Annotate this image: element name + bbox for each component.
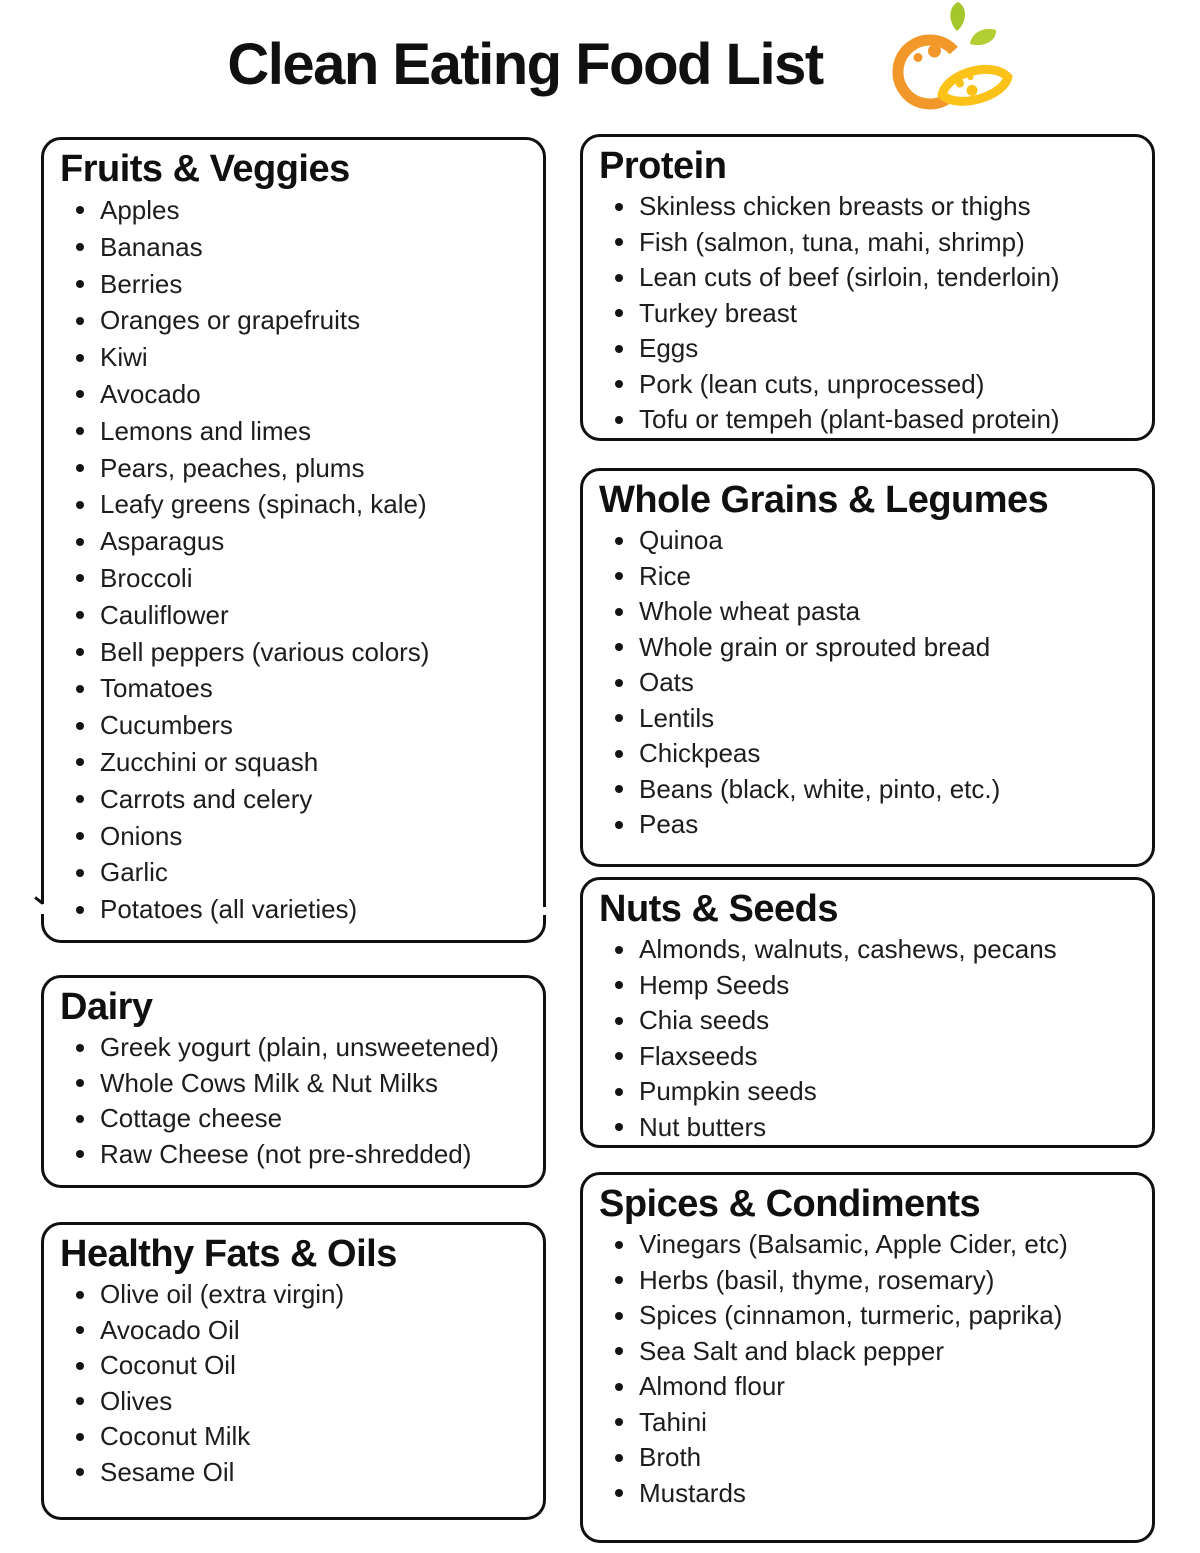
list-item: Cauliflower — [74, 597, 539, 634]
lemon — [938, 63, 1011, 108]
list-item: Turkey breast — [613, 296, 1148, 332]
list-item: Tahini — [613, 1405, 1148, 1441]
section-spices-condiments — [580, 1172, 1155, 1543]
orange-lemon-icon — [885, 0, 1020, 115]
list-item: Pumpkin seeds — [613, 1074, 1148, 1110]
list-item: Bell peppers (various colors) — [74, 634, 539, 671]
list-item: Avocado Oil — [74, 1313, 539, 1349]
section-list — [599, 523, 1148, 843]
list-item: Pork (lean cuts, unprocessed) — [613, 367, 1148, 403]
list-item: Onions — [74, 818, 539, 855]
section-title: Spices & Condiments — [599, 1183, 981, 1225]
list-item: Quinoa — [613, 523, 1148, 559]
list-item: Almonds, walnuts, cashews, pecans — [613, 932, 1148, 968]
list-item: Beans (black, white, pinto, etc.) — [613, 772, 1148, 808]
list-item: Oranges or grapefruits — [74, 302, 539, 339]
section-list — [60, 1277, 539, 1490]
list-item: Skinless chicken breasts or thighs — [613, 189, 1148, 225]
leaf-upper — [950, 2, 965, 31]
list-item: Berries — [74, 266, 539, 303]
list-item: Apples — [74, 192, 539, 229]
section-whole-grains-legumes — [580, 468, 1155, 867]
list-item: Whole wheat pasta — [613, 594, 1148, 630]
list-item: Fish (salmon, tuna, mahi, shrimp) — [613, 225, 1148, 261]
list-item: Lemons and limes — [74, 413, 539, 450]
list-item: Bananas — [74, 229, 539, 266]
section-dairy — [41, 975, 546, 1188]
list-item: Coconut Milk — [74, 1419, 539, 1455]
list-item: Lean cuts of beef (sirloin, tenderloin) — [613, 260, 1148, 296]
list-item: Vinegars (Balsamic, Apple Cider, etc) — [613, 1227, 1148, 1263]
list-item: Cucumbers — [74, 707, 539, 744]
list-item: Spices (cinnamon, turmeric, paprika) — [613, 1298, 1148, 1334]
list-item: Mustards — [613, 1476, 1148, 1512]
section-list — [60, 192, 539, 928]
list-item: Rice — [613, 559, 1148, 595]
section-title: Healthy Fats & Oils — [60, 1233, 397, 1275]
section-list — [599, 1227, 1148, 1511]
section-nuts-seeds — [580, 877, 1155, 1148]
list-item: Herbs (basil, thyme, rosemary) — [613, 1263, 1148, 1299]
section-fruits-veggies — [41, 137, 546, 943]
list-item: Coconut Oil — [74, 1348, 539, 1384]
list-item: Flaxseeds — [613, 1039, 1148, 1075]
citrus-logo — [885, 0, 1020, 115]
section-list — [599, 189, 1148, 438]
orange-dot-small — [914, 53, 923, 62]
list-item: Broth — [613, 1440, 1148, 1476]
orange-dot-large — [928, 45, 941, 58]
list-item: Sea Salt and black pepper — [613, 1334, 1148, 1370]
list-item: Olive oil (extra virgin) — [74, 1277, 539, 1313]
list-item: Chickpeas — [613, 736, 1148, 772]
section-healthy-fats-oils — [41, 1222, 546, 1520]
list-item: Raw Cheese (not pre-shredded) — [74, 1137, 539, 1173]
section-title: Dairy — [60, 986, 153, 1028]
list-item: Potatoes (all varieties) — [74, 891, 539, 928]
lemon-outline — [938, 63, 1011, 108]
list-item: Broccoli — [74, 560, 539, 597]
section-list — [599, 932, 1148, 1145]
list-item: Lentils — [613, 701, 1148, 737]
border-tick — [34, 896, 44, 905]
list-item: Tofu or tempeh (plant-based protein) — [613, 402, 1148, 438]
list-item: Whole Cows Milk & Nut Milks — [74, 1066, 539, 1102]
list-item: Whole grain or sprouted bread — [613, 630, 1148, 666]
list-item: Leafy greens (spinach, kale) — [74, 486, 539, 523]
list-item: Nut butters — [613, 1110, 1148, 1146]
section-title: Nuts & Seeds — [599, 888, 838, 930]
list-item: Greek yogurt (plain, unsweetened) — [74, 1030, 539, 1066]
border-notch-left — [40, 904, 46, 914]
section-title: Whole Grains & Legumes — [599, 479, 1049, 521]
list-item: Oats — [613, 665, 1148, 701]
list-item: Cottage cheese — [74, 1101, 539, 1137]
list-item: Eggs — [613, 331, 1148, 367]
list-item: Olives — [74, 1384, 539, 1420]
leaf-lower — [970, 29, 996, 45]
list-item: Carrots and celery — [74, 781, 539, 818]
border-notch-right — [541, 907, 547, 915]
list-item: Garlic — [74, 854, 539, 891]
list-item: Sesame Oil — [74, 1455, 539, 1491]
list-item: Almond flour — [613, 1369, 1148, 1405]
section-list — [60, 1030, 539, 1172]
section-title: Fruits & Veggies — [60, 148, 350, 190]
list-item: Peas — [613, 807, 1148, 843]
list-item: Avocado — [74, 376, 539, 413]
list-item: Zucchini or squash — [74, 744, 539, 781]
section-title: Protein — [599, 145, 727, 187]
list-item: Hemp Seeds — [613, 968, 1148, 1004]
list-item: Kiwi — [74, 339, 539, 376]
list-item: Chia seeds — [613, 1003, 1148, 1039]
section-protein — [580, 134, 1155, 441]
page-title: Clean Eating Food List — [227, 32, 823, 97]
list-item: Pears, peaches, plums — [74, 450, 539, 487]
list-item: Asparagus — [74, 523, 539, 560]
list-item: Tomatoes — [74, 670, 539, 707]
